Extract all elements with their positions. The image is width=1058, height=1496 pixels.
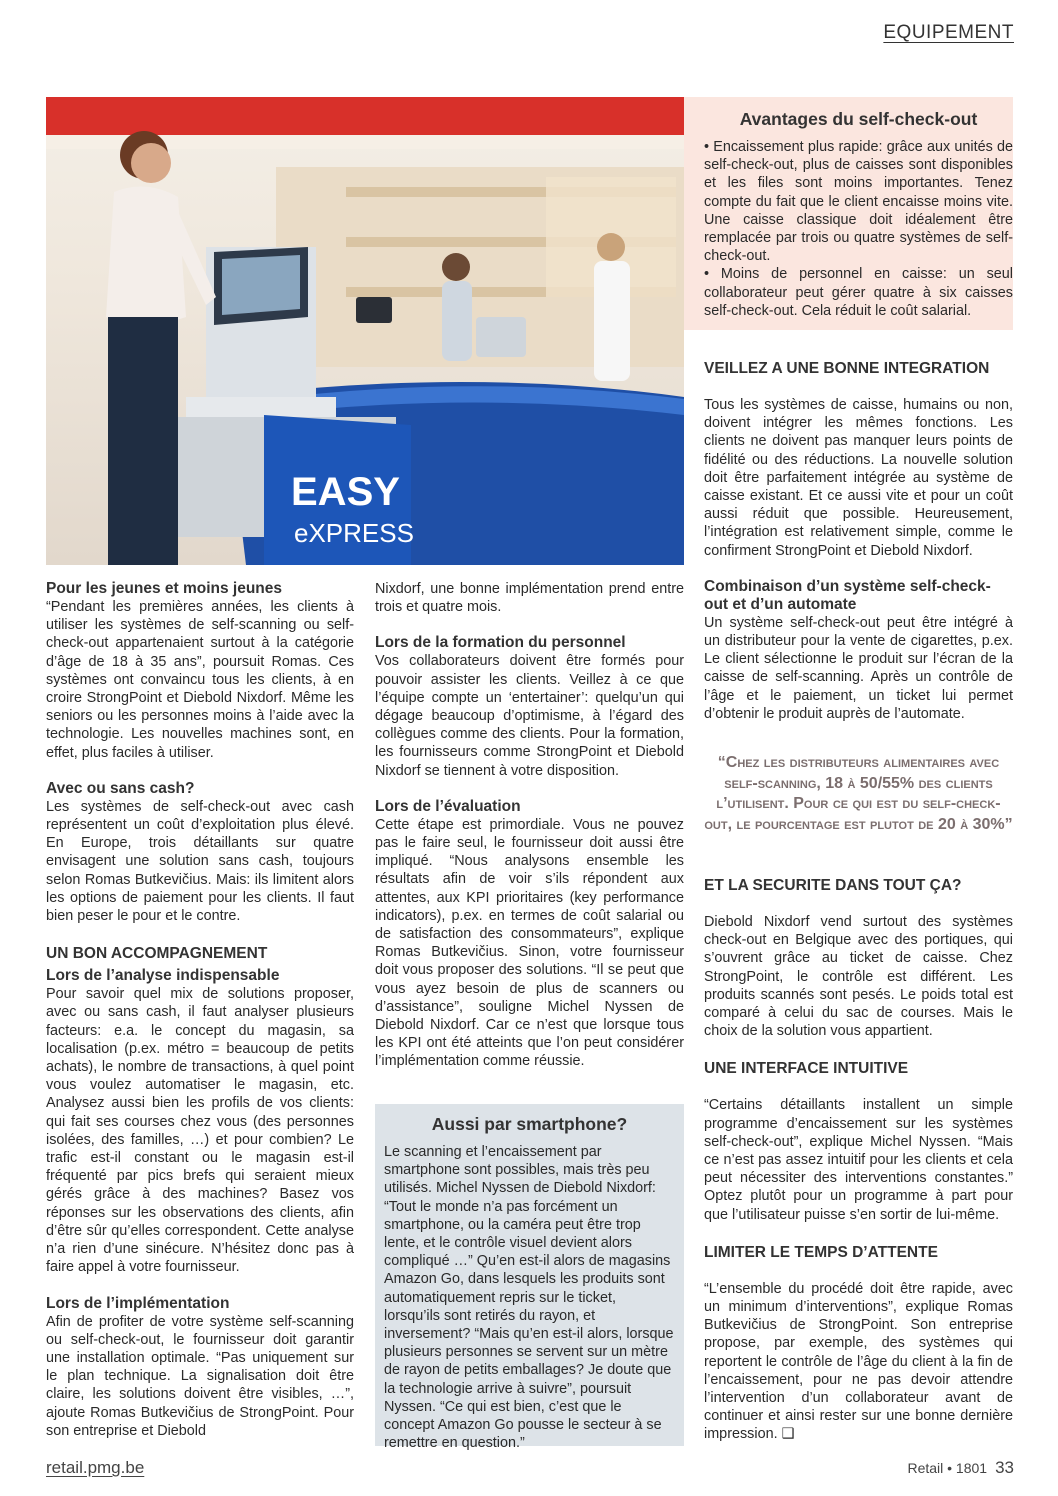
heading-combination: Combinaison d’un système self-check-out et d’un automate [704,577,991,613]
heading-accompaniment: UN BON ACCOMPAGNEMENT [46,945,268,963]
heading-cash: Avec ou sans cash? [46,779,195,797]
smartphone-title: Aussi par smartphone? [431,1114,628,1134]
para-interface: “Certains détaillants installent un simple programme d’encaissement sur les systèmes self-check-out”, explique Michel Nyssen. “Mais ce n’est pas assez intuitif pour les clients et cela peut nécessiter des interventions constantes.” Optez plutôt pour un programme à part pour que l’utilisateur puisse s’en sortir de lui-même. [704,1097,1013,1223]
para-analysis: Pour savoir quel mix de solutions proposer, avec ou sans cash, il faut analyser plusieurs facteurs: e.a. le concept du magasin, sa localisation (p.ex. métro = beaucoup de petits achats), le nombre de transactions, à quel point vous voulez automatiser le magasin, etc. Analysez aussi bien les profils de vos clients: qui fait ses courses chez vous (des personnes isolées, des familles, …) et pour combien? Le trafic est-il constant ou le magasin est-il fréquenté par pics brefs qui seraient mieux gérés grâce à des machines? Basez vos réponses sur les observations des clients, afin d’être sûr qu’elles correspondent. Cette analyse n’a rien d’une sinécure. N’hésitez donc pas à faire appel à votre fournisseur. [46,986,354,1276]
smartphone-text: Le scanning et l’encaissement par smartphone sont possibles, mais très peu utilisés. Michel Nyssen de Diebold Nixdorf: “Tout le monde n’a pas forcément un smartphone, ou la caméra peut être trop lente, et le contrôle visuel devient alors compliqué …” Qu’en est-il alors de magasins Amazon Go, dans lesquels les produits sont automatiquement repris sur le ticket, lorsqu’ils sont retirés du rayon, et inversement? “Mais qu’en est-il alors, lorsque plusieurs personnes se servent sur un mètre de rayon de petits emballages? Je doute que la technologie arrive à suivre”, poursuit Nyssen. “Ce qui est bien, c’est que le concept Amazon Go pousse le secteur à se remettre en question.” [384,1144,674,1452]
pull-quote: “Chez les distributeurs alimentaires avec self-scanning, 18 à 50/55% des clients l’utilisent. Pour ce qui est du self-check-out, le pourcentage est plutot de 20 à 30%” [704,754,1013,833]
para-young-old: “Pendant les premières années, les clients à utiliser les systèmes de self-scanning ou self-check-out appartenaient surtout à la catégorie d’âge de 18 à 35 ans”, poursuit Romas. Ces systèmes ont convaincu tous les clients, à en croire StrongPoint et Diebold Nixdorf. Même les seniors ou les personnes moins à l’aide avec la technologie. Les nouvelles machines sont, en effet, plus faciles à utiliser. [46,599,354,761]
para-evaluation: Cette étape est primordiale. Vous ne pouvez pas le faire seul, le fournisseur doit aussi être impliqué. “Nous analysons ensemble les résultats afin de voir s’ils répondent aux attentes, aux KPI prioritaires (key performance indicators), p.ex. en termes de coût salarial ou de satisfaction des consommateurs”, explique Romas Butkevičius. Sinon, votre fournisseur doit vous proposer des solutions. “Il se peut que vous ayez besoin de plus de scanners ou d’assistance”, souligne Michel Nyssen de Diebold Nixdorf. Car ce n’est que lorsque tous les KPI ont été atteints que l’on peut considérer l’implémentation comme réussie. [375,816,684,1070]
sign-easy: EASY [291,470,400,514]
store-photo [46,97,684,565]
page-footer [907,1458,1014,1478]
para-integration: Tous les systèmes de caisse, humains ou non, doivent intégrer les mêmes fonctions. Les clients ne doivent pas manquer leurs points de fidélité ou des réductions. La nouvelle solution doit être parfaitement intégrée au système de caisse existant. Et ce aussi vite et pour un coût aussi réduit que possible. Heureusement, l’intégration est relativement simple, comme le confirment StrongPoint et Diebold Nixdorf. [704,397,1013,559]
column-2 [375,580,684,1071]
advantages-item-1: • Encaissement plus rapide: grâce aux unités de self-check-out, plus de caisses sont disponibles et les files sont moins importantes. Tenez compte du fait que le client encaisse moins vite. Une caisse classique doit idéalement être remplacée par trois ou quatre systèmes de self-check-out. [704,139,1013,265]
advantages-box [684,97,1013,330]
heading-training: Lors de la formation du personnel [375,634,626,652]
para-waiting: “L’ensemble du procédé doit être rapide, avec un minimum d’interventions”, explique Romas Butkevičius de StrongPoint. Son entreprise propose, par exemple, des systèmes qui reportent le contrôle de l’âge du client à la fin de l’encaissement, pour ne pas devoir attendre l’intervention d’un collaborateur avant de continuer et ainsi rester sur une bonne dernière impression. ❑ [704,1280,1013,1443]
heading-evaluation: Lors de l’évaluation [375,797,521,815]
heading-interface: UNE INTERFACE INTUITIVE [704,1060,909,1078]
para-security: Diebold Nixdorf vend surtout des systèmes check-out en Belgique avec des portiques, qui s’ouvrent grâce au ticket de caisse. Chez StrongPoint, le contrôle est différent. Les produits scannés sont pesés. Le poids total est comparé à celui du sac de courses. Mais le choix de la solution vous appartient. [704,914,1013,1040]
heading-integration: VEILLEZ A UNE BONNE INTEGRATION [704,360,990,377]
issue-label: Retail • 1801 [907,1460,988,1476]
page-number: 33 [995,1458,1014,1477]
column-3 [704,360,1013,723]
para-cash: Les systèmes de self-check-out avec cash représentent un coût d’exploitation plus élevé. En Europe, trois détaillants sur quatre envisagent une solution sans cash, toujours selon Romas Butkevičius. Mais: ils limitent alors les options de paiement pour les clients. Il faut bien peser le pour et le contre. [46,798,354,925]
para-combination: Un système self-check-out peut être intégré à un distributeur pour la vente de cigarettes, p.ex. Le client sélectionne le produit sur l’écran de la caisse de self-scanning. Après un contrôle de l’âge et le paiement, un ticket lui permet d’obtenir le produit auprès de l’automate. [704,614,1013,722]
para-training: Vos collaborateurs doivent être formés pour pouvoir assister les clients. Veillez à ce que l’équipe compte un ‘entertainer’: quelqu’un qui dégage beaucoup d’optimisme, à l’égard des collègues comme des clients. Pour la formation, les fournisseurs comme StrongPoint et Diebold Nixdorf se tiennent à votre disposition. [375,653,684,779]
heading-security: ET LA SECURITE DANS TOUT ÇA? [704,877,962,894]
smartphone-box [375,1104,684,1452]
heading-young-old: Pour les jeunes et moins jeunes [46,580,283,597]
column-1 [46,580,354,1440]
para-continued: Nixdorf, une bonne implémentation prend entre trois et quatre mois. [375,581,684,616]
advantages-title: Avantages du self-check-out [739,109,978,129]
self-checkout-illustration [46,97,684,565]
sign-express: eXPRESS [294,518,414,548]
heading-waiting: LIMITER LE TEMPS D’ATTENTE [704,1243,938,1261]
heading-implementation: Lors de l’implémentation [46,1294,230,1312]
column-3-lower [704,877,1013,1444]
section-tag: EQUIPEMENT [883,22,1014,43]
para-implementation: Afin de profiter de votre système self-scanning ou self-check-out, le fournisseur doit garantir une installation optimale. “Pas uniquement sur le plan technique. La signalisation doit être claire, les solutions doivent être visibles, …”, ajoute Romas Butkevičius de StrongPoint. Pour son entreprise et Diebold [46,1313,354,1439]
heading-analysis: Lors de l’analyse indispensable [46,967,280,985]
advantages-item-2: • Moins de personnel en caisse: un seul collaborateur peut gérer quatre à six caisses self-check-out. Cela réduit le coût salarial. [704,266,1013,319]
website-link[interactable]: retail.pmg.be [46,1458,145,1477]
